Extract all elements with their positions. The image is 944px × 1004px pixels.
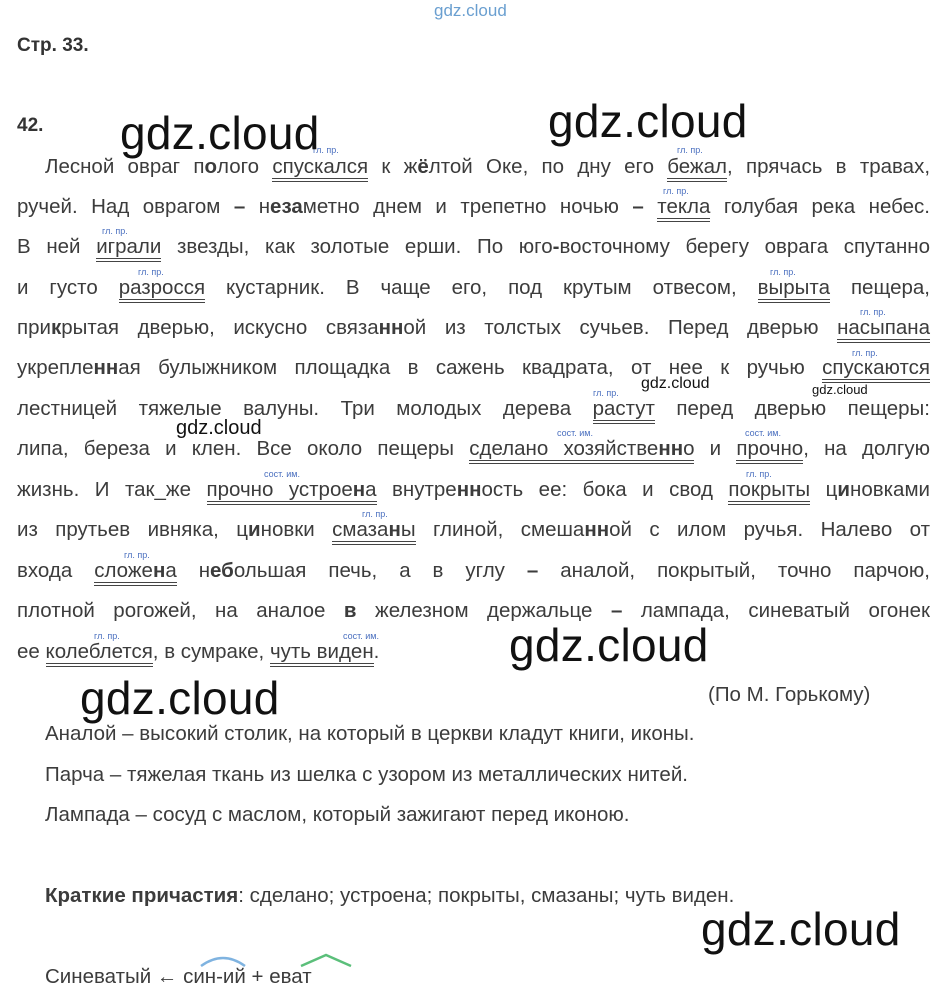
text-line: и густо разросся кустарник. В чаще его, под крутым отвесом, вырыта пещера,: [17, 276, 930, 300]
text-line: из прутьев ивняка, циновки смазаны глиной, смешанной с илом ручья. Налево от: [17, 518, 930, 542]
text-line: прикрытая дверью, искусно связанной из толстых сучьев. Перед дверью насыпана: [17, 316, 930, 340]
watermark-small: gdz.cloud: [812, 382, 868, 397]
text-line: входа сложена небольшая печь, а в углу – аналой, покрытый, точно парчою,: [17, 559, 930, 583]
text-line: жизнь. И так_же прочно устроена внутренность ее: бока и свод покрыты циновками: [17, 478, 930, 502]
watermark: gdz.cloud: [548, 95, 748, 147]
glossary-item: Лампада – сосуд с маслом, который зажигают перед иконою.: [45, 803, 630, 826]
text-line: ее колеблется, в сумраке, чуть виден.: [17, 640, 379, 664]
label-gl: гл. пр.: [102, 226, 128, 236]
label-gl: гл. пр.: [770, 267, 796, 277]
answer-text: : сделано; устроена; покрыты, смазаны; чуть виден.: [238, 884, 735, 907]
watermark: gdz.cloud: [120, 107, 320, 159]
page-title: Стр. 33.: [17, 35, 89, 56]
watermark-small: gdz.cloud: [176, 417, 262, 439]
glossary-item: Аналой – высокий столик, на который в церкви кладут книги, иконы.: [45, 722, 695, 745]
text-line: плотной рогожей, на аналое в железном держальце – лампада, синеватый огонек: [17, 599, 930, 622]
suffix-roof-icon: [298, 952, 354, 968]
label-sost: сост. им.: [264, 469, 300, 479]
glossary-item: Парча – тяжелая ткань из шелка с узором из металлических нитей.: [45, 763, 688, 786]
text-line: Лесной овраг полого спускался к жёлтой Оке, по дну его бежал, прячась в травах,: [45, 155, 930, 179]
root-arc-icon: [198, 952, 248, 968]
watermark-top: gdz.cloud: [434, 1, 507, 20]
morph-word: Синеватый: [45, 965, 152, 988]
watermark: gdz.cloud: [80, 672, 280, 724]
morph-line: [45, 965, 312, 989]
label-gl: гл. пр.: [852, 348, 878, 358]
watermark: gdz.cloud: [509, 619, 709, 671]
label-gl: гл. пр.: [677, 145, 703, 155]
label-gl: гл. пр.: [593, 388, 619, 398]
label-gl: гл. пр.: [860, 307, 886, 317]
text-line: укрепленная булыжником площадка в сажень квадрата, от нее к ручью спускаются: [17, 356, 930, 380]
label-gl: гл. пр.: [362, 509, 388, 519]
label-gl: гл. пр.: [138, 267, 164, 277]
label-sost: сост. им.: [557, 428, 593, 438]
watermark: gdz.cloud: [701, 903, 901, 955]
text-line: В ней играли звезды, как золотые ерши. По юго-восточному берегу оврага спутанно: [17, 235, 930, 259]
text-line: лестницей тяжелые валуны. Три молодых дерева растут перед дверью пещеры:: [17, 397, 930, 421]
morph-arrow: ←: [156, 965, 178, 988]
answer-line: [45, 884, 734, 908]
source-attribution: (По М. Горькому): [708, 683, 871, 706]
label-gl: гл. пр.: [313, 145, 339, 155]
text-line: липа, береза и клен. Все около пещеры сделано хозяйственно и прочно, на долгую: [17, 437, 930, 461]
morph-parts: син-ий + еват: [183, 965, 312, 988]
label-gl: гл. пр.: [663, 186, 689, 196]
label-sost: сост. им.: [745, 428, 781, 438]
label-gl: гл. пр.: [124, 550, 150, 560]
label-gl: гл. пр.: [94, 631, 120, 641]
label-gl: гл. пр.: [746, 469, 772, 479]
watermark-small: gdz.cloud: [641, 375, 710, 392]
label-sost: сост. им.: [343, 631, 379, 641]
answer-label: Краткие причастия: [45, 884, 239, 907]
text-line: ручей. Над оврагом – незаметно днем и трепетно ночью – текла голубая река небес.: [17, 195, 930, 219]
exercise-number: 42.: [17, 115, 44, 136]
